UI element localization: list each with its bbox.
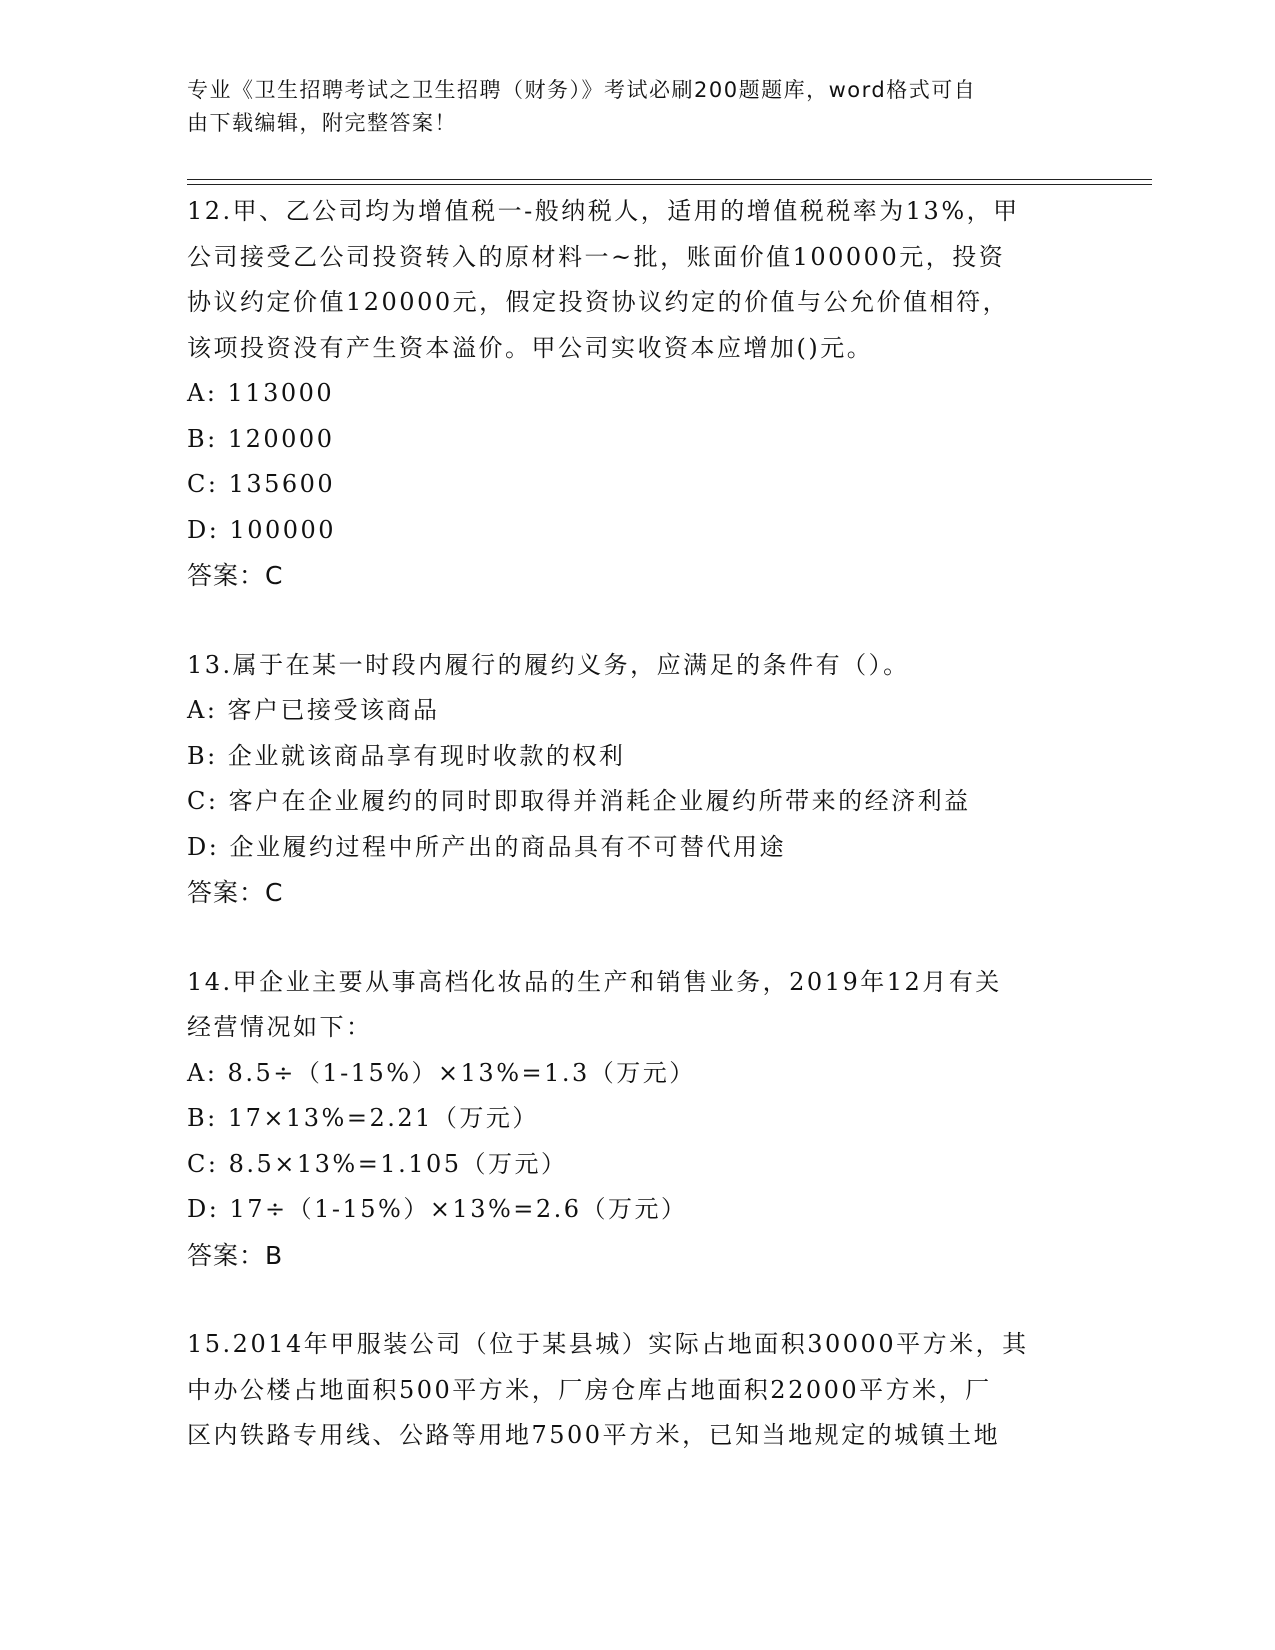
question-14 [187, 960, 1087, 1279]
question-text-line: 区内铁路专用线、公路等用地7500平方米，已知当地规定的城镇土地 [187, 1421, 1001, 1449]
question-text-line: 协议约定价值120000元，假定投资协议约定的价值与公允价值相符， [187, 288, 1010, 316]
option-a: A: 客户已接受该商品 [187, 696, 440, 724]
question-text-line: 中办公楼占地面积500平方米，厂房仓库占地面积22000平方米，厂 [187, 1375, 992, 1404]
answer-line: 答案：B [187, 1240, 284, 1270]
question-12 [187, 189, 1087, 599]
answer-line: 答案：C [187, 878, 284, 907]
option-d: D: 企业履约过程中所产出的商品具有不可替代用途 [187, 832, 786, 861]
question-15 [187, 1322, 1087, 1459]
question-13 [187, 643, 1087, 916]
option-d: D: 17÷（1-15%）×13%=2.6（万元） [187, 1195, 688, 1223]
header-title-line-2: 由下载编辑，附完整答案！ [187, 111, 457, 135]
question-text-line: 该项投资没有产生资本溢价。甲公司实收资本应增加()元。 [187, 333, 874, 362]
question-text-line: 14.甲企业主要从事高档化妆品的生产和销售业务，2019年12月有关 [187, 967, 1002, 996]
option-d: D: 100000 [187, 515, 337, 544]
answer-line: 答案：C [187, 561, 284, 590]
header-title-line-1: 专业《卫生招聘考试之卫生招聘（财务）》考试必刷200题题库，word格式可自 [187, 78, 977, 102]
header-divider-bottom [187, 184, 1152, 185]
question-text-line: 12.甲、乙公司均为增值税一-般纳税人，适用的增值税税率为13%，甲 [187, 197, 1020, 225]
option-c: C: 135600 [187, 470, 336, 498]
spacer [187, 599, 1087, 643]
option-b: B: 企业就该商品享有现时收款的权利 [187, 741, 626, 770]
option-a: A: 113000 [187, 379, 335, 407]
option-b: B: 17×13%=2.21（万元） [187, 1104, 539, 1132]
document-header [187, 74, 1067, 140]
question-text-line: 经营情况如下： [187, 1013, 373, 1041]
question-text-line: 13.属于在某一时段内履行的履约义务，应满足的条件有（）。 [187, 650, 910, 679]
option-c: C: 客户在企业履约的同时即取得并消耗企业履约所带来的经济利益 [187, 787, 971, 815]
question-text-line: 15.2014年甲服装公司（位于某县城）实际占地面积30000平方米，其 [187, 1330, 1029, 1358]
question-list [187, 189, 1087, 1459]
spacer [187, 1278, 1087, 1322]
spacer [187, 916, 1087, 960]
header-divider-top [187, 179, 1152, 180]
option-b: B: 120000 [187, 424, 335, 453]
question-text-line: 公司接受乙公司投资转入的原材料一~批，账面价值100000元，投资 [187, 242, 1006, 271]
option-a: A: 8.5÷（1-15%）×13%=1.3（万元） [187, 1058, 696, 1087]
option-c: C: 8.5×13%=1.105（万元） [187, 1149, 568, 1178]
